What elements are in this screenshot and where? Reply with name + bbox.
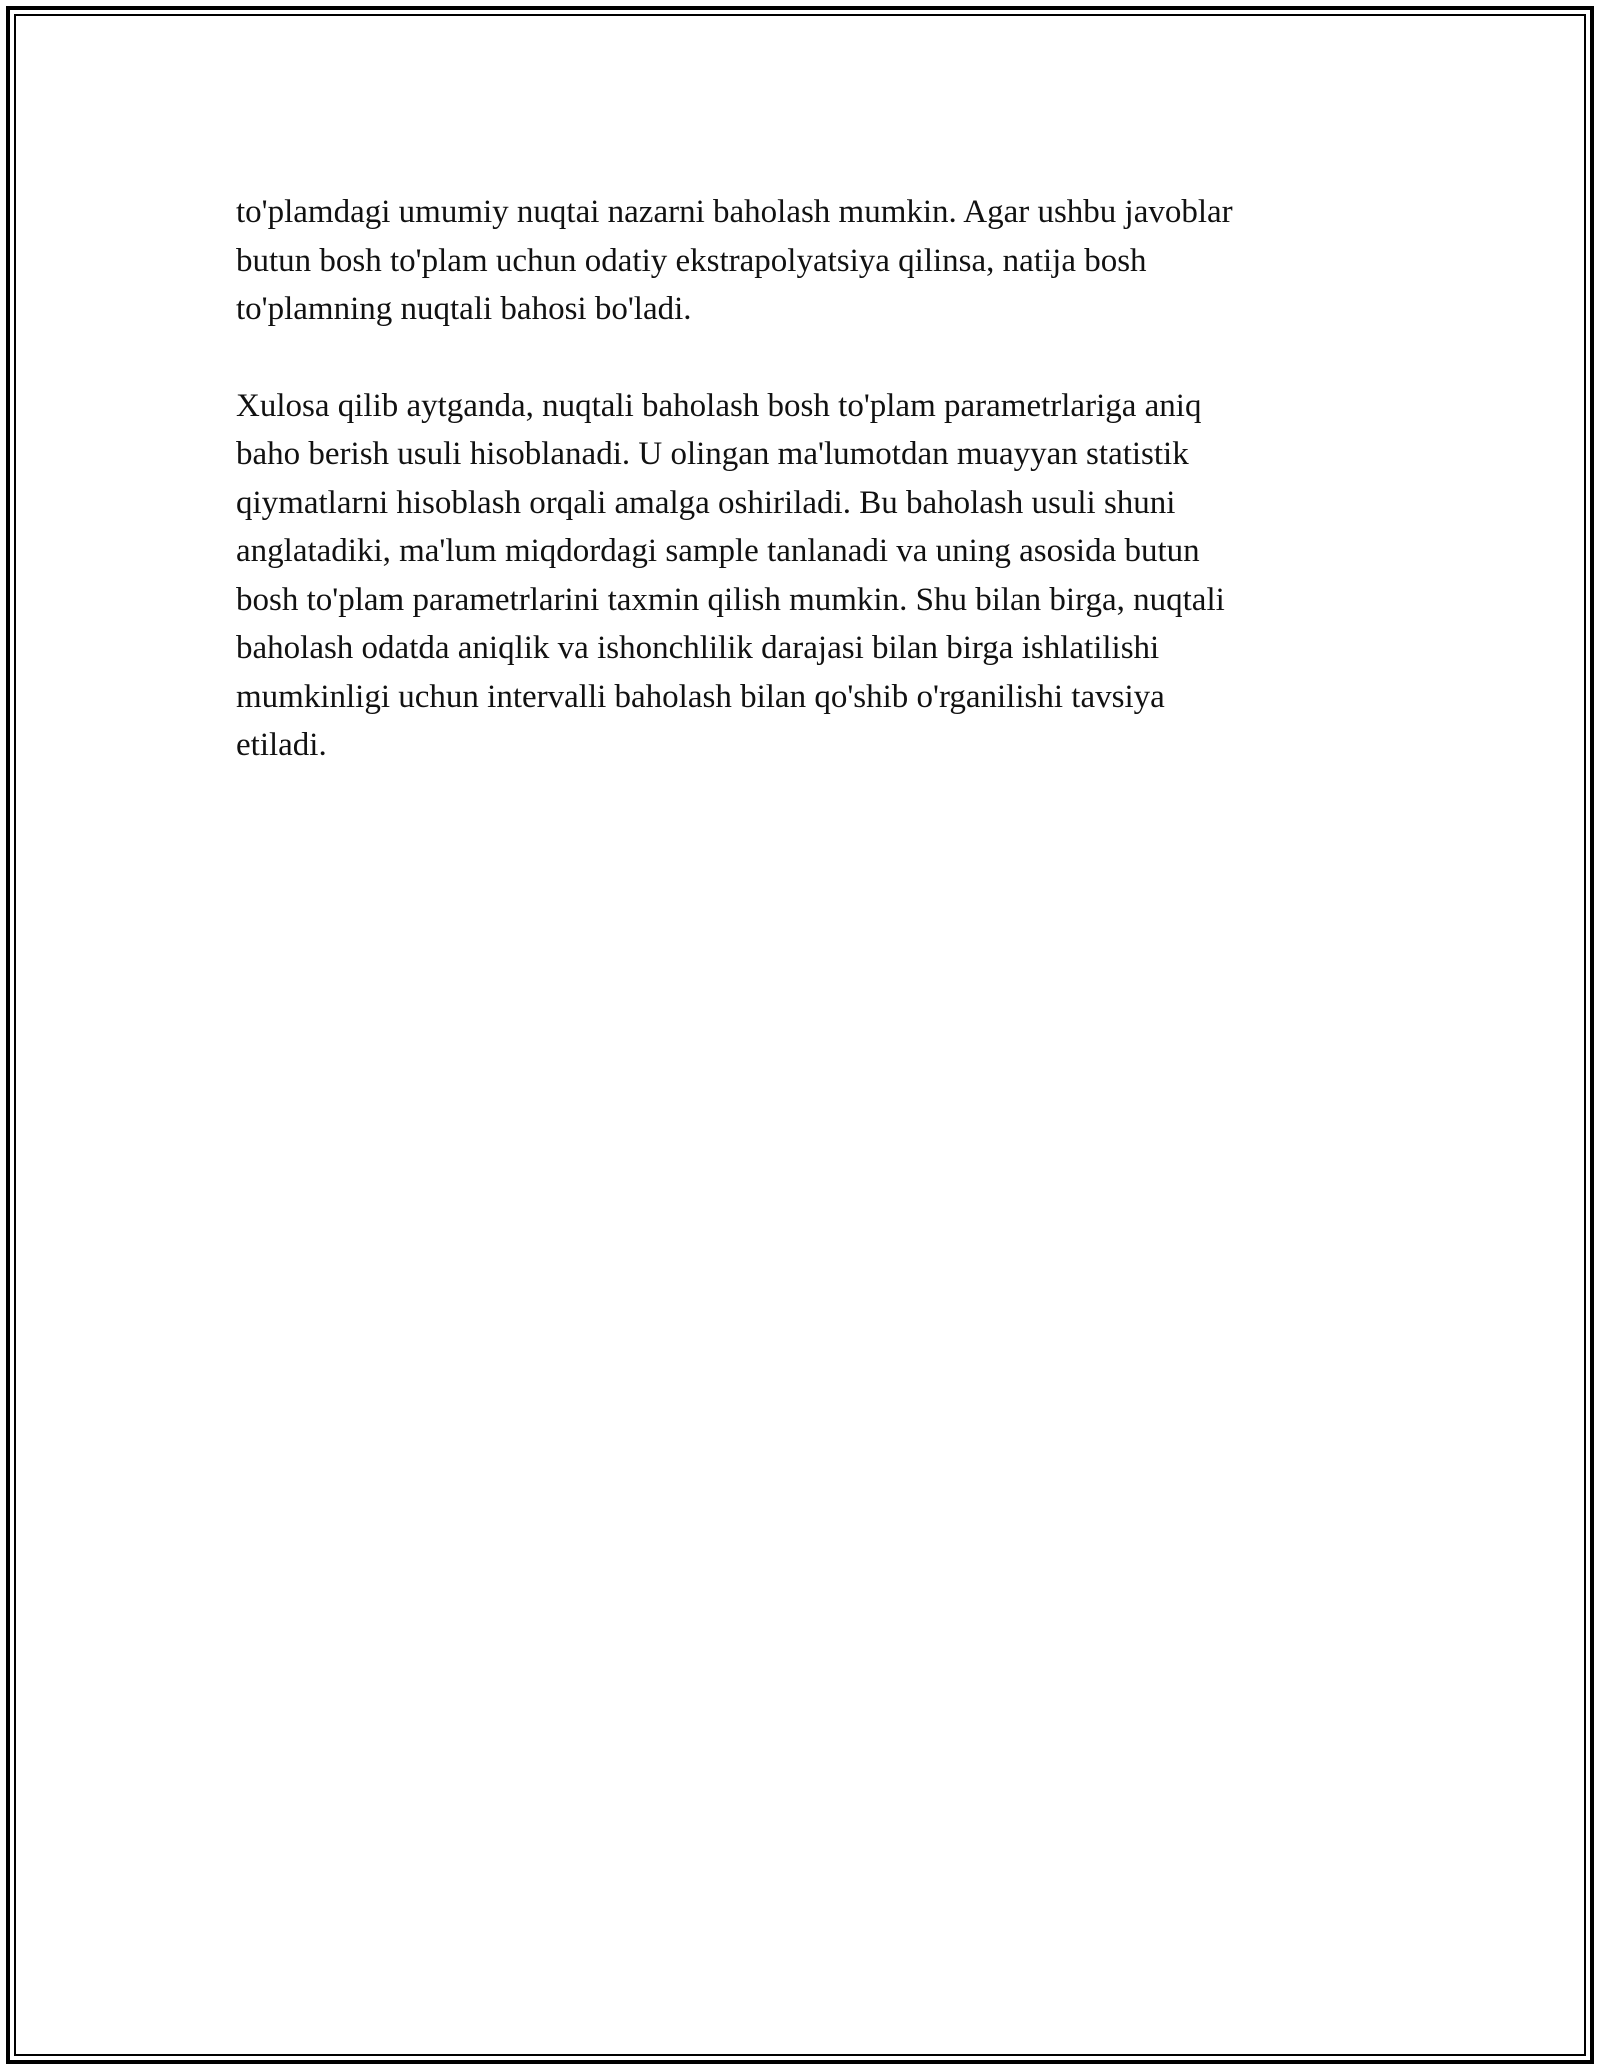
paragraph-2: Xulosa qilib aytganda, nuqtali baholash bosh to'plam parametrlariga aniq baho berish usuli hisoblanadi. U olingan ma'lumotdan muayyan statistik qiymatlarni hisoblash orqali amalga oshiriladi. Bu baholash usuli shuni anglatadiki, ma'lum miqdordagi sample tanlanadi va uning asosida butun bosh to'plam parametrlarini taxmin qilish mumkin. Shu bilan birga, nuqtali baholash odatda aniqlik va ishonchlilik darajasi bilan birga ishlatilishi mumkinligi uchun intervalli baholash bilan qo'shib o'rganilishi tavsiya etiladi. (236, 387, 1225, 763)
paragraph-1: to'plamdagi umumiy nuqtai nazarni baholash mumkin. Agar ushbu javoblar butun bosh to'plam uchun odatiy ekstrapolyatsiya qilinsa, natija bosh to'plamning nuqtali bahosi bo'ladi. (236, 194, 1233, 327)
page-content (236, 188, 1356, 818)
